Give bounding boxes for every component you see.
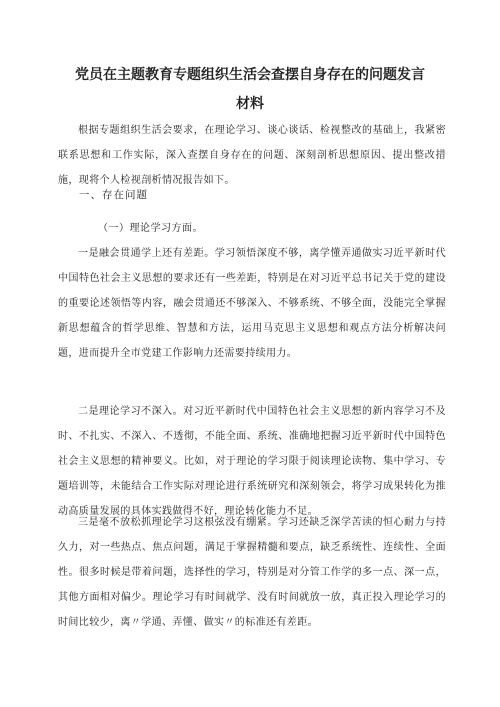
- subsection-heading-theory-study: （一）理论学习方面。: [98, 223, 203, 234]
- paragraph-point-1: 一是融会贯通学上还有差距。学习领悟深度不够，离学懂弄通做实习近平新时代中国特色社会主义思想的要求还有一些差距，特别是在对习近平总书记关于党的建设的重要论述领悟等内容，融会贯通还不够深入、不够系统、不够全面，没能完全掌握新思想蕴含的哲学思维、智慧和方法，运用马克思主义思想和观点方法分析解决问题，进而提升全市党建工作影响力还需要持续用力。: [58, 248, 446, 359]
- section-heading-problems: 一、存在问题: [79, 189, 148, 201]
- paragraph-point-2: 二是理论学习不深入。对习近平新时代中国特色社会主义思想的新内容学习不及时、不扎实、不深入、不透彻，不能全面、系统、准确地把握习近平新时代中国特色社会主义思想的精神要义。比如，对于理论的学习限于阅读理论读物、集中学习、专题培训等，未能结合工作实际对理论进行系统研究和深刻领会，将学习成果转化为推动高质量发展的具体实践做得不好，理论转化能力不足。: [58, 406, 446, 517]
- document-title-line-2: 材料: [236, 96, 264, 112]
- document-title-line-1: 党员在主题教育专题组织生活会查摆自身存在的问题发言: [75, 67, 425, 83]
- paragraph-point-3: 三是毫不放松抓理论学习这根弦没有绷紧。学习还缺乏深学苦读的恒心耐力与持久力，对一些热点、焦点问题，满足于掌握精髓和要点，缺乏系统性、连续性、全面性。很多时候是带着问题，选择性的学习，特别是对分管工作学的多一点、深一点，其他方面相对偏少。理论学习有时间就学、没有时间就放一放，真正投入理论学习的时间比较少，离〃学通、弄懂、做实〃的标准还有差距。: [58, 517, 446, 628]
- intro-paragraph: 根据专题组织生活会要求，在理论学习、谈心谈话、检视整改的基础上，我紧密联系思想和工作实际，深入查摆自身存在的问题、深刻剖析思想原因、提出整改措施，现将个人检视剖析情况报告如下。: [58, 125, 446, 186]
